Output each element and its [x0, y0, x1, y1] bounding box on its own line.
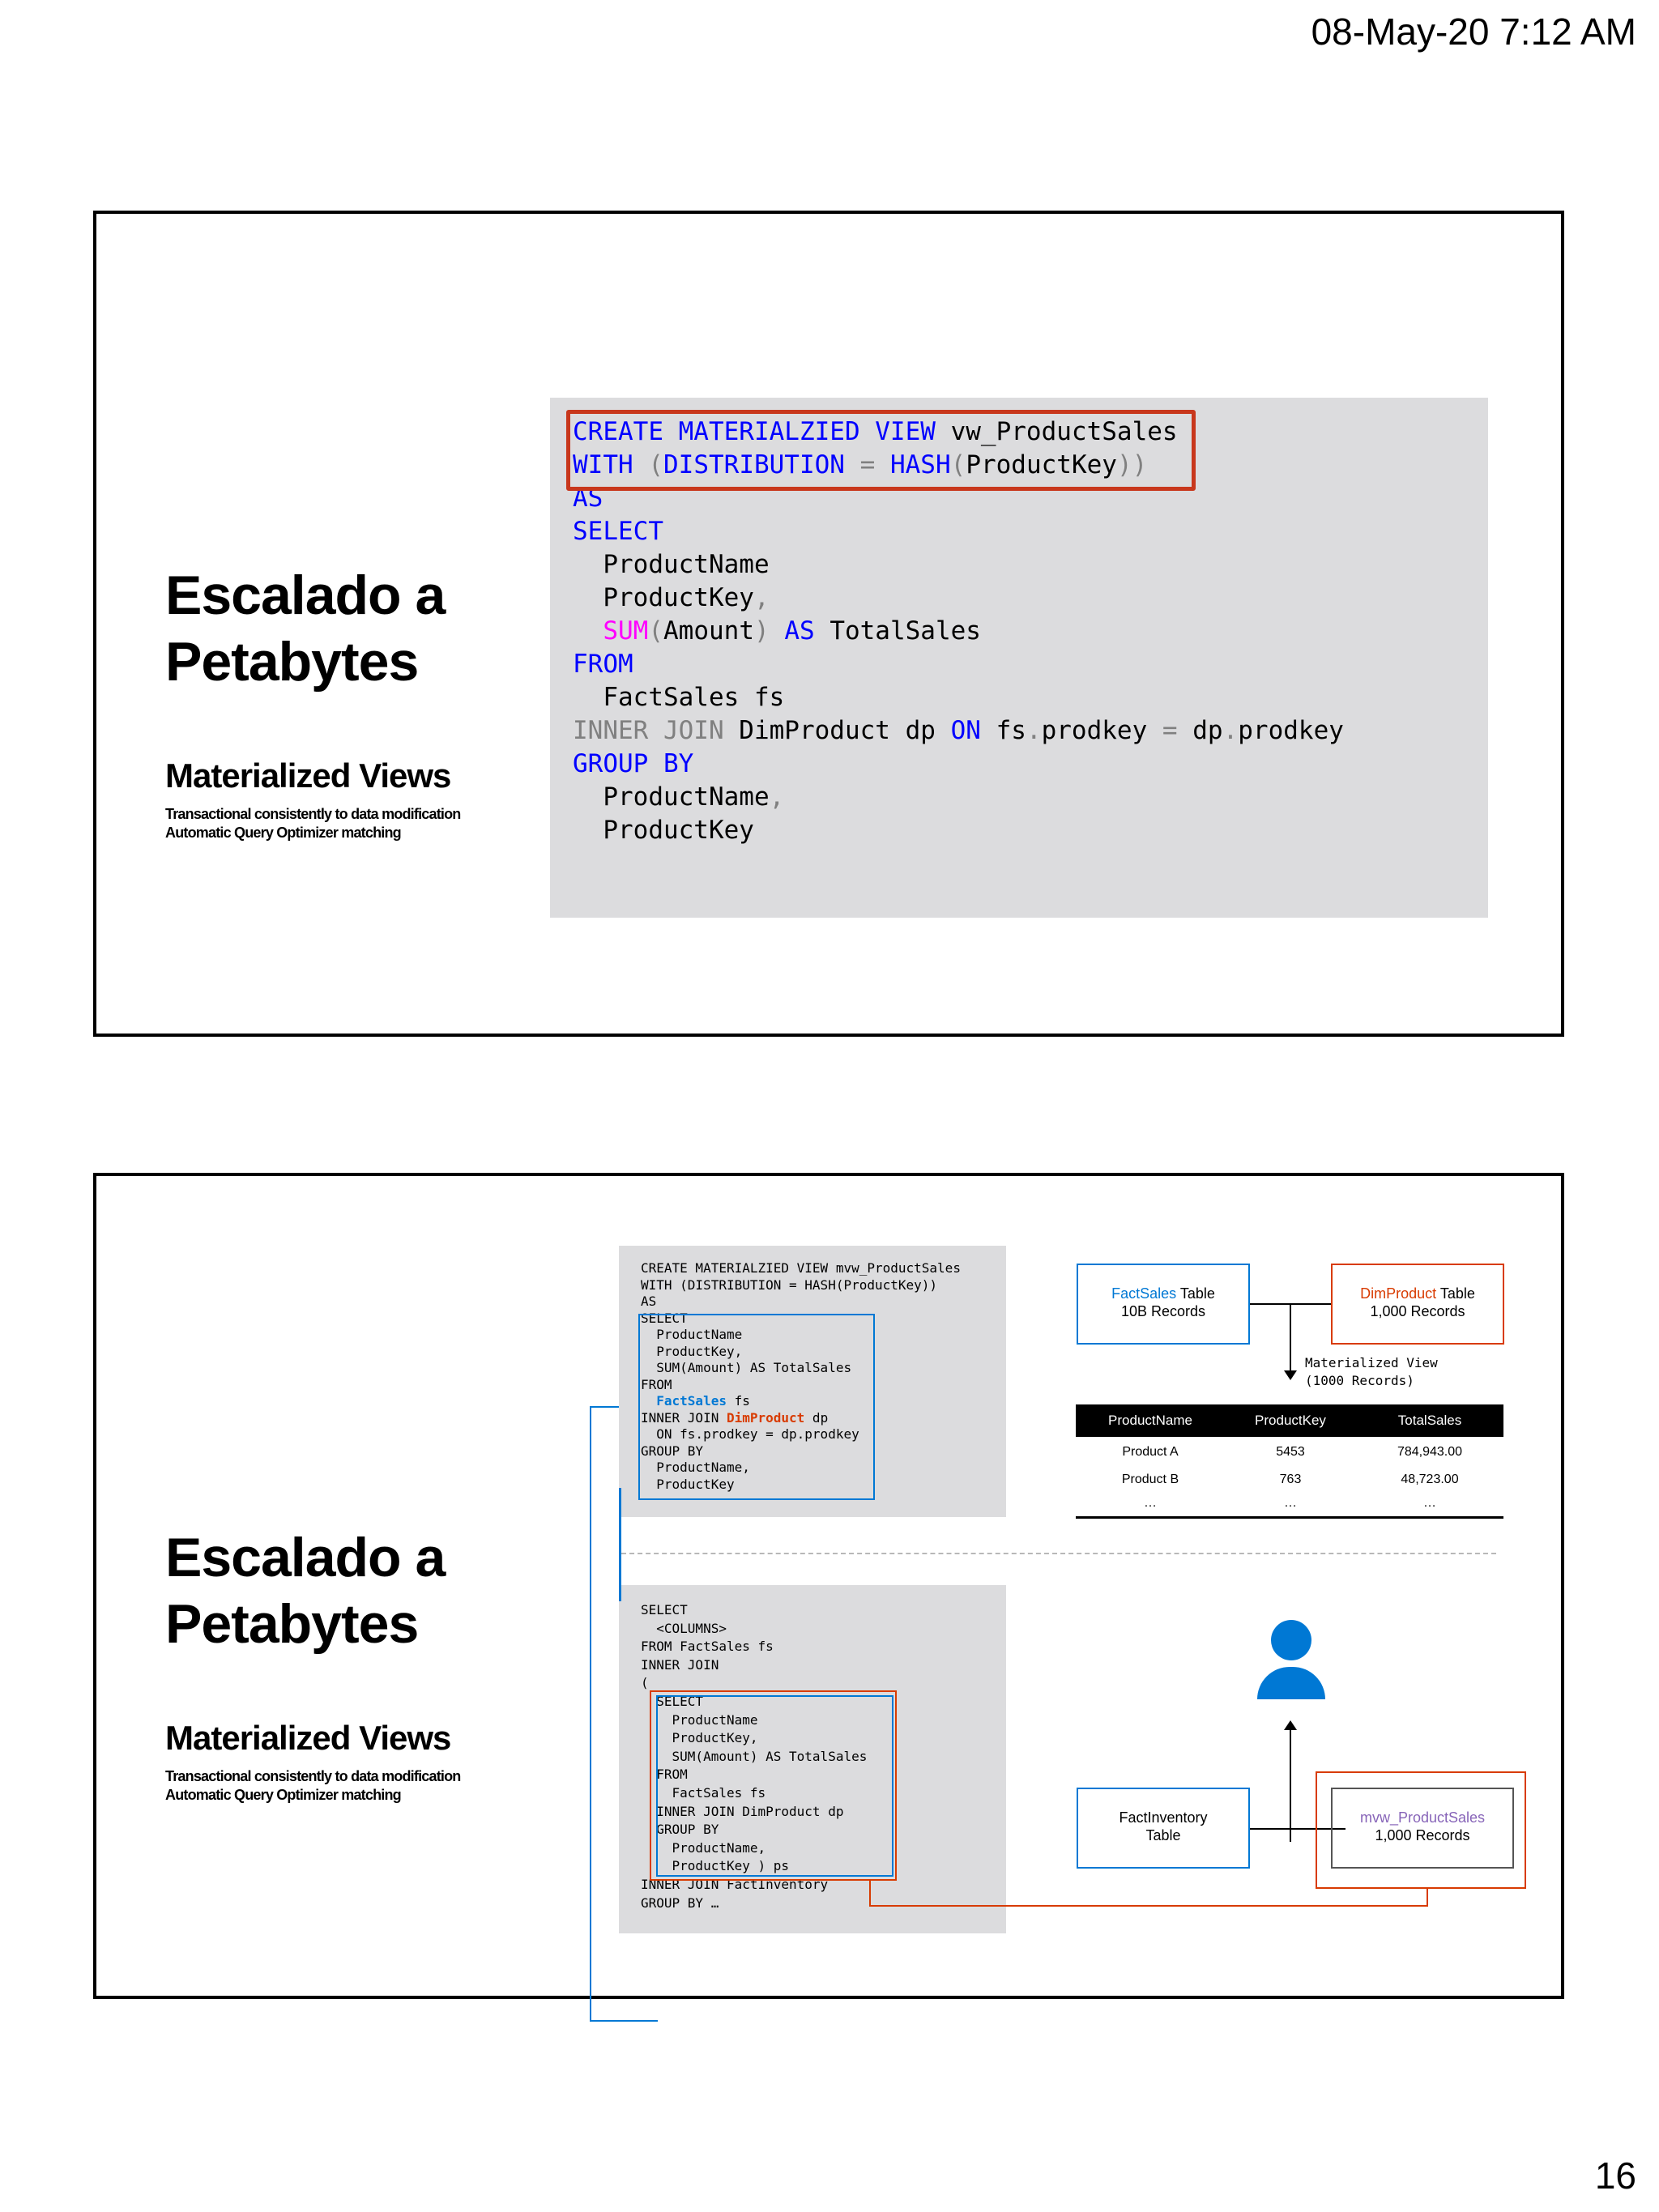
connector-line — [590, 1406, 619, 1408]
title-line-1: Escalado a — [165, 565, 446, 626]
query-code: SELECT <COLUMNS> FROM FactSales fs INNER JOIN ( SELECT ProductName ProductKey, SUM(Amount) AS TotalSales FROM FactSales fs INNER JOIN DimProduct dp GROUP BY ProductName, ProductKey ) ps INNER JOIN FactInventory GROUP BY … — [641, 1602, 868, 1911]
column-header: ProductKey — [1255, 1413, 1326, 1428]
bullet-1: Transactional consistently to data modification — [165, 806, 461, 822]
column-header: ProductName — [1108, 1413, 1192, 1428]
table-cell: 5453 — [1276, 1445, 1305, 1459]
arrow-down-line — [1290, 1303, 1291, 1372]
column-header: TotalSales — [1397, 1413, 1462, 1428]
mvw-productsales-box — [1331, 1788, 1514, 1869]
table-row — [1076, 1438, 1503, 1466]
table-cell: Product A — [1122, 1445, 1179, 1459]
bullet-list — [165, 805, 460, 842]
slide-subtitle: Materialized Views — [165, 1719, 451, 1757]
table-cell: … — [1144, 1496, 1157, 1510]
factsales-label — [1078, 1285, 1248, 1320]
connector-line — [590, 1406, 591, 2022]
result-table-header — [1076, 1404, 1503, 1437]
table-bottom-rule — [1076, 1516, 1503, 1519]
dimproduct-name: DimProduct — [1360, 1285, 1437, 1302]
slide-title — [165, 1524, 445, 1657]
table-row — [1076, 1492, 1503, 1519]
bullet-list — [165, 1767, 460, 1805]
factsales-records: 10B Records — [1120, 1303, 1206, 1319]
connector-line — [869, 1881, 871, 1907]
slide-title — [165, 562, 445, 695]
user-icon — [1257, 1667, 1325, 1699]
bullet-2: Automatic Query Optimizer matching — [165, 1787, 401, 1803]
connector-line — [619, 1488, 621, 1601]
bullet-2: Automatic Query Optimizer matching — [165, 825, 401, 841]
factinventory-line-1: FactInventory — [1119, 1809, 1208, 1826]
mvw-name: mvw_ProductSales — [1359, 1809, 1486, 1826]
slide-subtitle: Materialized Views — [165, 757, 451, 795]
highlight-box — [566, 410, 1196, 491]
factinventory-label — [1078, 1809, 1248, 1844]
bullet-1: Transactional consistently to data modification — [165, 1768, 461, 1784]
user-icon-head — [1271, 1620, 1311, 1660]
table-cell: 784,943.00 — [1397, 1445, 1463, 1459]
title-line-2: Petabytes — [165, 631, 419, 693]
arrow-down-icon — [1284, 1370, 1297, 1380]
title-line-1: Escalado a — [165, 1527, 446, 1588]
mv-label-line-1: Materialized View — [1305, 1355, 1438, 1370]
factinventory-table-box — [1077, 1788, 1250, 1869]
section-divider — [621, 1553, 1496, 1554]
table-cell: … — [1284, 1496, 1297, 1510]
page-number: 16 — [1594, 2154, 1636, 2197]
table-cell: Product B — [1121, 1473, 1179, 1486]
mv-label — [1305, 1354, 1438, 1390]
date-stamp: 08-May-20 7:12 AM — [1311, 11, 1636, 53]
mv-definition-code-block — [619, 1246, 1006, 1517]
dimproduct-label — [1333, 1285, 1503, 1320]
sql-code: CREATE MATERIALZIED VIEW vw_ProductSales WITH (DISTRIBUTION = HASH(ProductKey)) AS SELECT ProductName ProductKey, SUM(Amount) AS TotalSales FROM FactSales fs INNER JOIN DimProduct dp ON fs.prodkey = dp.prodkey GROUP BY ProductName, ProductKey — [573, 417, 1344, 845]
subquery-inner-highlight — [656, 1695, 893, 1877]
mvw-records: 1,000 Records — [1375, 1827, 1470, 1843]
table-row — [1076, 1466, 1503, 1494]
factsales-table-box — [1077, 1264, 1250, 1345]
dimproduct-table-box — [1331, 1264, 1504, 1345]
connector-line — [590, 2020, 658, 2022]
select-highlight-box — [638, 1314, 875, 1500]
mvw-label — [1333, 1809, 1512, 1844]
mv-label-line-2: (1000 Records) — [1305, 1373, 1414, 1388]
title-line-2: Petabytes — [165, 1593, 419, 1655]
dimproduct-records: 1,000 Records — [1370, 1303, 1465, 1319]
table-cell: 48,723.00 — [1401, 1473, 1459, 1486]
mv-definition-code: CREATE MATERIALZIED VIEW mvw_ProductSales WITH (DISTRIBUTION = HASH(ProductKey)) AS SELECT ProductName ProductKey, SUM(Amount) AS TotalSales FROM FactSales fs INNER JOIN DimProduct dp ON fs.prodkey = dp.prodkey GROUP BY ProductName, ProductKey — [641, 1260, 961, 1492]
factinventory-line-2: Table — [1145, 1827, 1181, 1843]
connector-line — [869, 1905, 1428, 1907]
slide-1 — [93, 211, 1564, 1037]
dimproduct-table-word: Table — [1436, 1285, 1475, 1302]
factsales-name: FactSales — [1111, 1285, 1177, 1302]
table-cell: 763 — [1279, 1473, 1302, 1486]
factsales-table-word: Table — [1176, 1285, 1215, 1302]
slide-2 — [93, 1173, 1564, 1999]
table-cell: … — [1423, 1496, 1436, 1510]
connector-line — [1427, 1889, 1428, 1907]
query-code-block — [619, 1585, 1006, 1933]
arrow-up-line — [1290, 1728, 1291, 1842]
